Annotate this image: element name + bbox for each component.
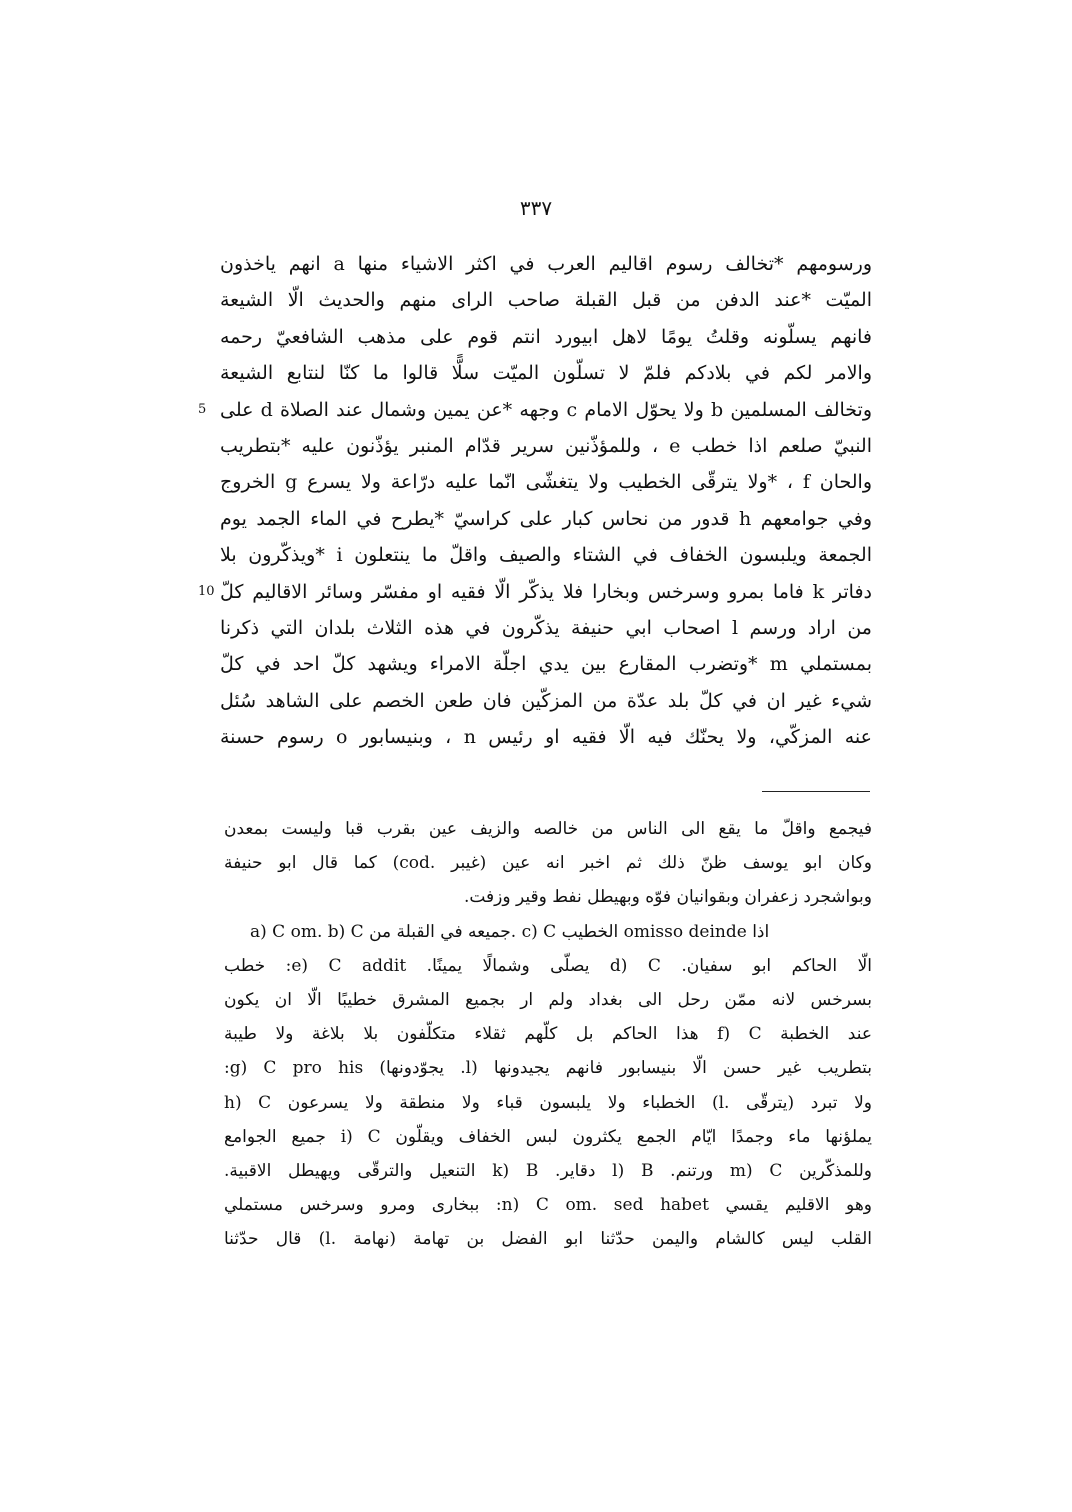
text-line: عنه المزكّي، ولا يحنّك فيه الّا فقيه او رئيس n ، وبنيسابور o رسوم حسنة	[220, 726, 872, 749]
apparatus-line: وللمذكّرين m) C ورتنم. l) B دقاير. k) B التنعيل والترقّى ويهيطل الاقبية.	[224, 1160, 872, 1181]
text-line: النبيّ صلعم اذا خطب e ، وللمؤذّنين سرير قدّام المنبر يؤذّنون عليه *بتطريب	[220, 434, 872, 457]
footnotes	[224, 812, 872, 1256]
main-text	[198, 246, 873, 755]
text-line: والحان f ، *ولا يترقّى الخطيب ولا يتغشّى انّما عليه درّاعة ولا يسرع g الخروج	[220, 471, 872, 494]
text-line: الميّت *عند الدفن من قبل القبلة صاحب الراى منهم والحديث الّا الشيعة	[220, 289, 872, 312]
line-number: 10	[198, 583, 215, 599]
apparatus-line: القلب ليس كالشام واليمن حدّثنا ابو الفضل بن تهامة (نهامة .l) قال حدّثنا	[224, 1229, 872, 1250]
apparatus-line: بتطريب غير حسن الّا بنيسابور فانهم يجيدونها (l. يجوّدونها) g) C pro his:	[224, 1058, 872, 1079]
footnote-line: فيجمع واقلّ ما يقع الى الناس من خالصه والزيف عين بقرب قبا وليست بمعدن	[224, 819, 872, 839]
apparatus-line: بسرخس لانه ممّن رحل الى بغداد ولم ار بجميع المشرق خطيبًا الّا ان يكون	[224, 989, 872, 1010]
apparatus-line: وهو الاقليم يقسي n) C om. sed habet: ببخارى ومرو وسرخس مستملي	[224, 1195, 872, 1216]
text-line: شيء غير ان في كلّ بلد عدّة من المزكّين فان طعن الخصم على الشاهد سُئل	[220, 689, 872, 712]
apparatus-line: يملؤنها ماء وجمدًا ايّام الجمع يكثرون لبس الخفاف ويقلّون i) C جميع الجوامع	[224, 1126, 872, 1147]
line-number: 5	[198, 401, 207, 417]
text-line: الجمعة ويلبسون الخفاف في الشتاء والصيف واقلّ ما ينتعلون i *ويذكّرون بلا	[220, 544, 872, 567]
page-number: ٣٣٧	[519, 196, 553, 220]
text-line: من اراد ورسم l اصحاب ابي حنيفة يذكّرون في هذه الثلاث بلدان التي ذكرنا	[220, 616, 872, 639]
text-line: ورسومهم *تخالف رسوم اقاليم العرب في اكثر الاشياء منها a انهم ياخذون	[220, 253, 872, 275]
text-line: وفي جوامعهم h قدور من نحاس كبار على كراسيّ *يطرح في الماء الجمد يوم	[220, 507, 872, 530]
footnote-line: وبواشجرد زعفران وبقوانيان فوّه وبهيطل نفط وقير وزفت.	[463, 887, 872, 908]
apparatus-line: عند الخطبة f) C هذا الحاكم بل كلّهم ثقلاء متكلّفون بلا بلاغة ولا طيبة	[224, 1024, 872, 1045]
apparatus-line: الّا الحاكم ابو سفيان. d) C يصلّى وشمالًا يمينًا. e) C addit: خطب	[224, 955, 872, 976]
text-line: 10 دفاتر k فاما بمرو وسرخس وبخارا فلا يذكّر الّا فقيه او مفسّر وسائر الاقاليم كلّ	[220, 574, 872, 610]
apparatus-line: ولا تبرد (يترقّى .l) الخطباء ولا يلبسون قباء ولا منطقة ولا يسرعون h) C	[224, 1092, 872, 1113]
text-line: والامر لكم في بلادكم فلمّ لا تسلّون الميّت سلًّا قالوا ما كنّا لنتابع الشيعة	[220, 362, 872, 385]
footnote-separator	[762, 791, 870, 792]
text-line: 5 وتخالف المسلمين b ولا يحوّل الامام c وجهه *عن يمين وشمال عند الصلاة d على	[220, 392, 872, 428]
text-line: فانهم يسلّونه وقلتُ يومًا لاهل ابيورد انتم قوم على مذهب الشافعيّ رحمه	[220, 325, 872, 348]
footnote-line: وكان ابو يوسف ظنّ ذلك ثم اخبر انه عين (غيبر .cod) كما قال ابو حنيفة	[224, 853, 872, 874]
text-line: بمستملي m *وتضرب المقارع بين يدي اجلّة الامراء ويشهد كلّ احد في كلّ	[220, 653, 873, 676]
apparatus-line: a) C om. b) C جميعه في القبلة من. c) C الخطيب omisso deinde اذا	[250, 921, 770, 942]
